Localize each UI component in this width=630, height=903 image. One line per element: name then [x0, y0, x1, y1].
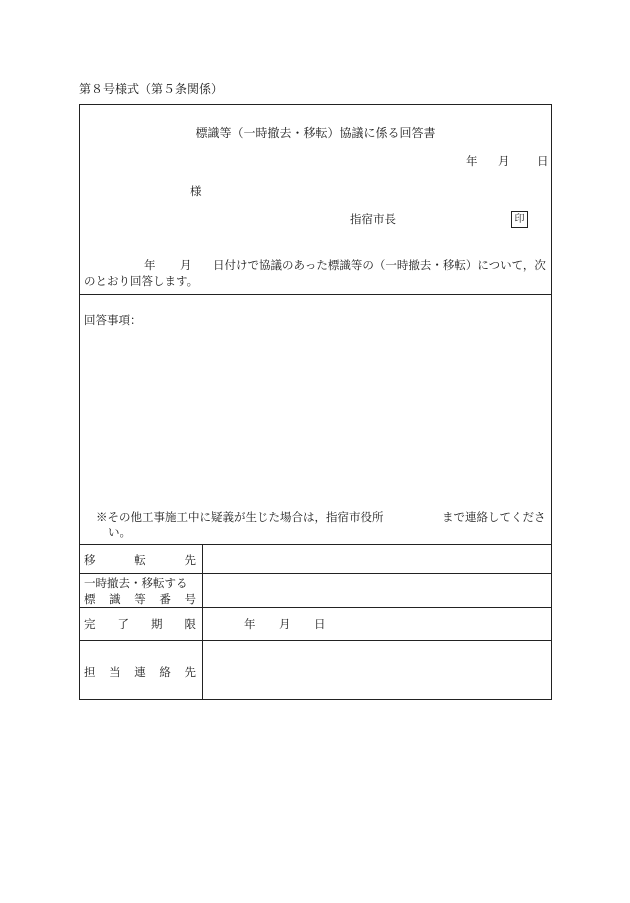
sign-number-label-line1: 一時撤去・移転する [84, 576, 188, 590]
intro-month: 月 [180, 258, 192, 272]
deadline-label: 完 了 期 限 [84, 617, 196, 631]
deadline-month: 月 [279, 617, 291, 631]
seal-mark: 印 [511, 211, 528, 228]
sender-title: 指宿市長 [350, 212, 396, 226]
divider [80, 294, 551, 295]
form-title: 標識等（一時撤去・移転）協議に係る回答書 [195, 126, 436, 140]
sign-number-label-line2: 標 識 等 番 号 [84, 592, 196, 606]
column-divider [202, 544, 203, 699]
deadline-day: 日 [314, 617, 326, 631]
divider [80, 573, 551, 574]
intro-text-line1: 日付けで協議のあった標識等の（一時撤去・移転）について，次 [213, 258, 546, 272]
note-text-line2: い。 [108, 525, 131, 539]
note-text-prefix: ※その他工事施工中に疑義が生じた場合は，指宿市役所 [96, 510, 384, 524]
date-year: 年 [466, 154, 478, 168]
deadline-year: 年 [244, 617, 256, 631]
note-text-suffix: まで連絡してくださ [442, 510, 546, 524]
reply-form [79, 104, 552, 700]
addressee-suffix: 様 [190, 184, 202, 198]
intro-year: 年 [144, 258, 156, 272]
divider [80, 607, 551, 608]
relocation-label: 移 転 先 [84, 553, 196, 567]
date-day: 日 [537, 154, 549, 168]
intro-text-line2: のとおり回答します。 [84, 274, 199, 288]
divider [80, 544, 551, 545]
contact-label: 担 当 連 絡 先 [84, 665, 196, 679]
divider [80, 640, 551, 641]
date-month: 月 [498, 154, 510, 168]
answer-items-label: 回答事項： [84, 313, 142, 327]
form-number-label: 第８号様式（第５条関係） [79, 82, 224, 96]
